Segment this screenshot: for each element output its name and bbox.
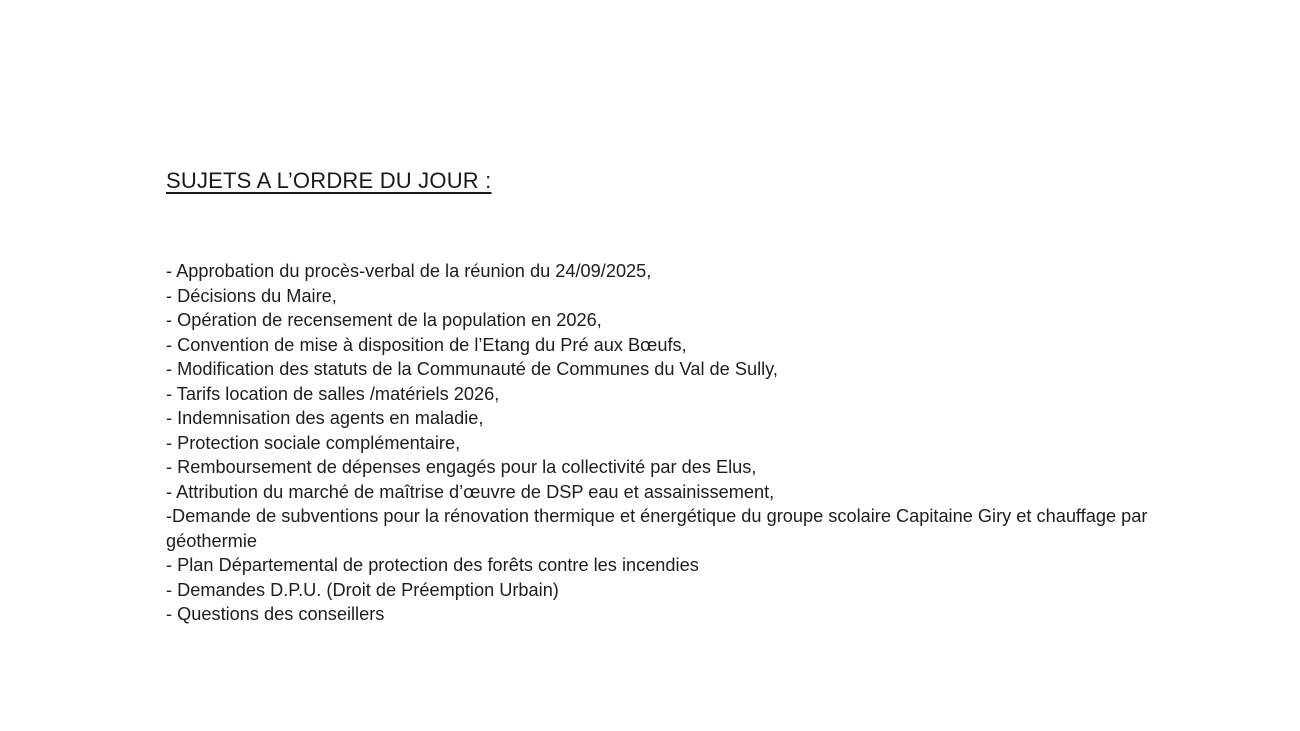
- agenda-item: -Demande de subventions pour la rénovation thermique et énergétique du groupe scolaire Capitaine Giry et chauffage par géothermie: [166, 506, 1148, 551]
- agenda-item: - Remboursement de dépenses engagés pour la collectivité par des Elus,: [166, 457, 757, 477]
- agenda-item: - Modification des statuts de la Communauté de Communes du Val de Sully,: [166, 359, 778, 379]
- agenda-item: - Protection sociale complémentaire,: [166, 432, 461, 453]
- agenda-item: - Demandes D.P.U. (Droit de Préemption Urbain): [166, 579, 559, 600]
- agenda-item: - Approbation du procès-verbal de la réunion du 24/09/2025,: [166, 261, 652, 281]
- agenda-item: - Attribution du marché de maîtrise d’œuvre de DSP eau et assainissement,: [166, 481, 775, 502]
- agenda-item: - Questions des conseillers: [166, 604, 385, 624]
- agenda-item: - Décisions du Maire,: [166, 285, 337, 306]
- agenda-item: - Opération de recensement de la population en 2026,: [166, 310, 602, 330]
- agenda-item: - Plan Départemental de protection des forêts contre les incendies: [166, 555, 699, 575]
- agenda-item: - Indemnisation des agents en maladie,: [166, 408, 484, 428]
- agenda-item: - Tarifs location de salles /matériels 2026,: [166, 383, 500, 404]
- agenda-list: [166, 259, 1216, 627]
- agenda-title: SUJETS A L’ORDRE DU JOUR :: [166, 168, 492, 193]
- agenda-item: - Convention de mise à disposition de l’Etang du Pré aux Bœufs,: [166, 334, 687, 355]
